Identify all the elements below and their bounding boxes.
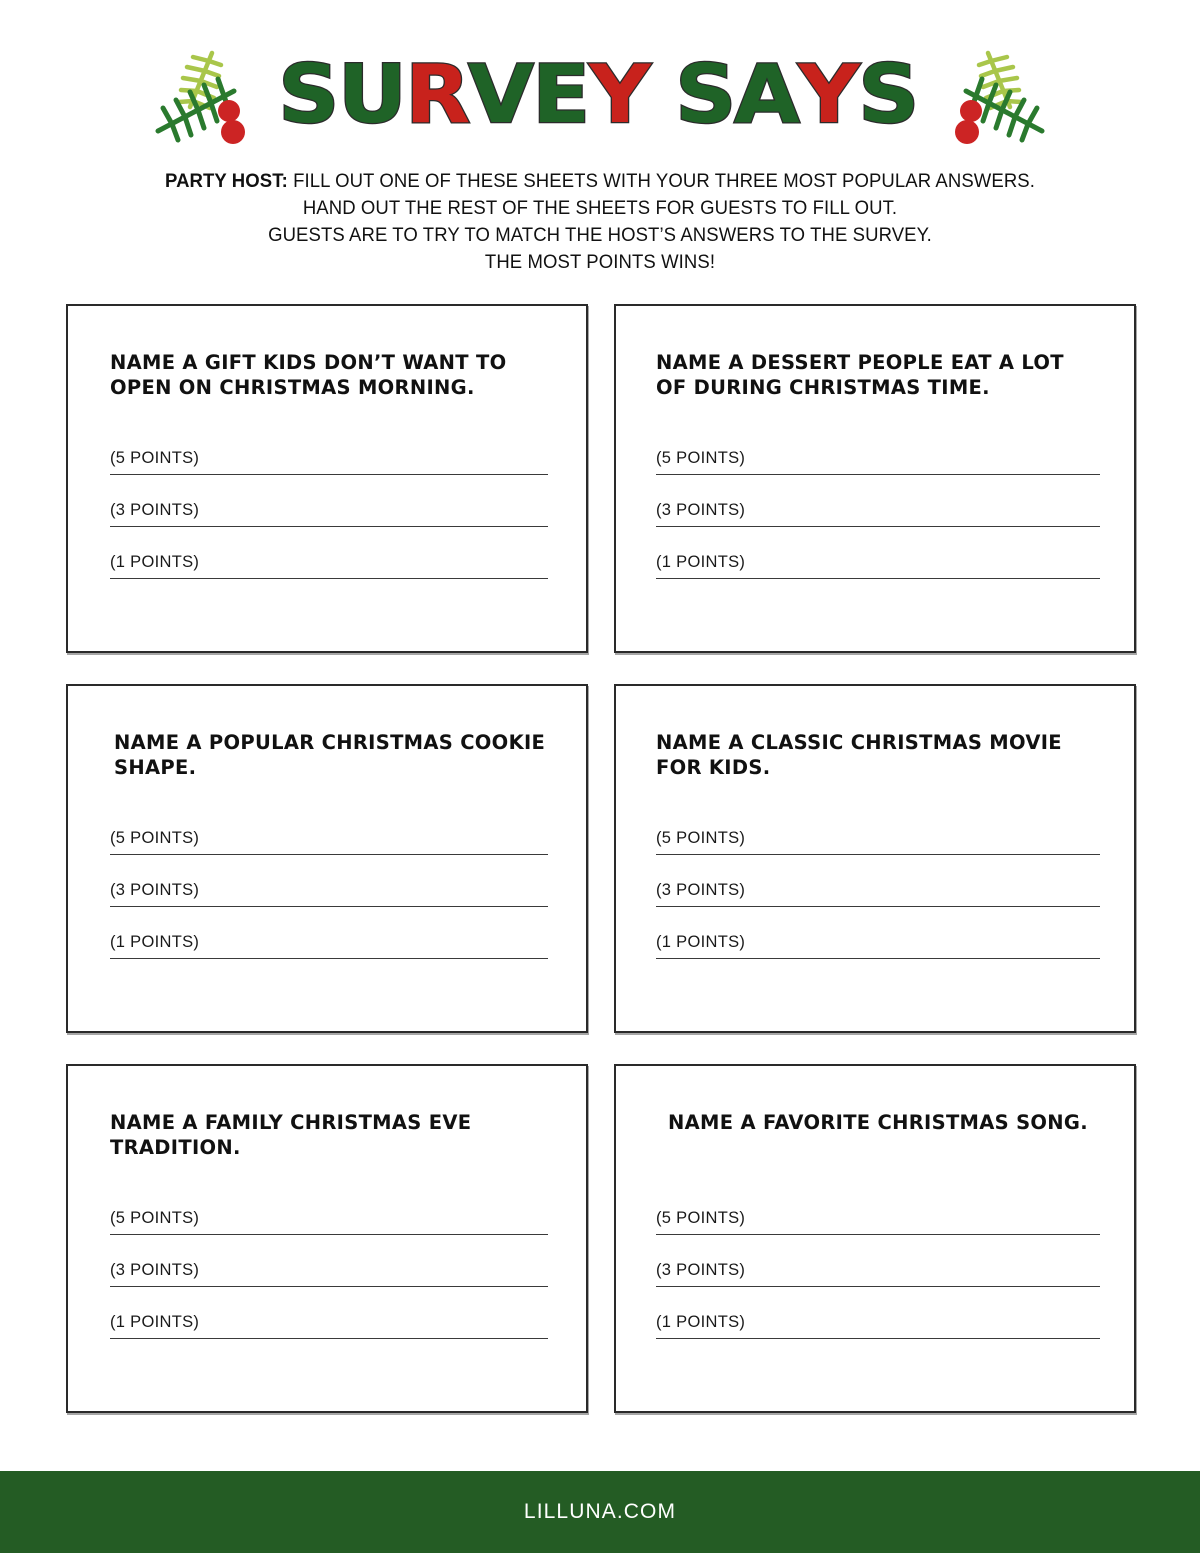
instructions-line-4: THE MOST POINTS WINS! xyxy=(484,251,716,273)
answer-line[interactable] xyxy=(110,1183,548,1235)
answer-line[interactable] xyxy=(656,1183,1100,1235)
title-letter: S xyxy=(278,48,342,141)
points-label: (1 POINTS) xyxy=(110,933,200,951)
points-label: (1 POINTS) xyxy=(656,553,746,571)
survey-card xyxy=(66,684,588,1033)
points-label: (3 POINTS) xyxy=(110,1261,200,1279)
instructions-line-1-rest: FILL OUT ONE OF THESE SHEETS WITH YOUR THREE MOST POPULAR ANSWERS. xyxy=(287,170,1035,192)
points-label: (1 POINTS) xyxy=(110,1313,200,1331)
card-answer-lines xyxy=(110,1183,548,1339)
card-question: NAME A CLASSIC CHRISTMAS MOVIE FOR KIDS. xyxy=(656,731,1062,779)
points-label: (3 POINTS) xyxy=(656,1261,746,1279)
survey-card xyxy=(614,304,1136,653)
points-label: (3 POINTS) xyxy=(110,881,200,899)
page-header xyxy=(0,30,1200,160)
points-label: (5 POINTS) xyxy=(110,1209,200,1227)
pine-sprig-berries-icon-left xyxy=(138,35,258,155)
points-label: (5 POINTS) xyxy=(110,829,200,847)
page-title xyxy=(278,48,922,141)
survey-card xyxy=(66,304,588,653)
card-answer-lines xyxy=(656,1183,1100,1339)
points-label: (1 POINTS) xyxy=(110,553,200,571)
title-letter: V xyxy=(468,48,537,141)
answer-line[interactable] xyxy=(110,527,548,579)
answer-line[interactable] xyxy=(110,855,548,907)
points-label: (1 POINTS) xyxy=(656,933,746,951)
answer-line[interactable] xyxy=(656,527,1100,579)
answer-line[interactable] xyxy=(656,423,1100,475)
card-answer-lines xyxy=(656,423,1100,579)
title-letter: R xyxy=(404,48,473,141)
points-label: (1 POINTS) xyxy=(656,1313,746,1331)
survey-card xyxy=(614,1064,1136,1413)
page-footer xyxy=(0,1471,1200,1553)
points-label: (3 POINTS) xyxy=(656,501,746,519)
title-letter: U xyxy=(337,48,409,141)
survey-card-grid xyxy=(66,304,1136,1413)
answer-line[interactable] xyxy=(110,1235,548,1287)
answer-line[interactable] xyxy=(110,1287,548,1339)
survey-card xyxy=(66,1064,588,1413)
pine-sprig-berries-icon-right xyxy=(942,35,1062,155)
instructions-line-2: HAND OUT THE REST OF THE SHEETS FOR GUESTS TO FILL OUT. xyxy=(302,197,898,219)
card-question: NAME A FAVORITE CHRISTMAS SONG. xyxy=(668,1111,1088,1134)
answer-line[interactable] xyxy=(110,803,548,855)
card-question: NAME A DESSERT PEOPLE EAT A LOT OF DURING CHRISTMAS TIME. xyxy=(656,351,1064,399)
points-label: (3 POINTS) xyxy=(656,881,746,899)
survey-card xyxy=(614,684,1136,1033)
card-answer-lines xyxy=(110,423,548,579)
title-letter: S xyxy=(858,48,922,141)
card-question: NAME A GIFT KIDS DON’T WANT TO OPEN ON CHRISTMAS MORNING. xyxy=(110,351,507,399)
answer-line[interactable] xyxy=(656,907,1100,959)
points-label: (5 POINTS) xyxy=(110,449,200,467)
answer-line[interactable] xyxy=(110,423,548,475)
answer-line[interactable] xyxy=(110,475,548,527)
answer-line[interactable] xyxy=(110,907,548,959)
points-label: (5 POINTS) xyxy=(656,449,746,467)
instructions-line-1 xyxy=(30,168,1170,195)
answer-line[interactable] xyxy=(656,1235,1100,1287)
card-question: NAME A POPULAR CHRISTMAS COOKIE SHAPE. xyxy=(114,731,546,779)
title-letter: Y xyxy=(589,48,653,141)
answer-line[interactable] xyxy=(656,803,1100,855)
card-answer-lines xyxy=(110,803,548,959)
answer-line[interactable] xyxy=(656,1287,1100,1339)
points-label: (3 POINTS) xyxy=(110,501,200,519)
card-question: NAME A FAMILY CHRISTMAS EVE TRADITION. xyxy=(110,1111,472,1159)
party-host-label: PARTY HOST: xyxy=(164,170,288,192)
title-letter: A xyxy=(734,48,803,141)
title-letter: E xyxy=(532,48,593,141)
instructions-block xyxy=(30,168,1170,276)
instructions-line-3: GUESTS ARE TO TRY TO MATCH THE HOST’S ANSWERS TO THE SURVEY. xyxy=(268,224,932,246)
card-answer-lines xyxy=(656,803,1100,959)
answer-line[interactable] xyxy=(656,475,1100,527)
title-letter: S xyxy=(675,48,739,141)
points-label: (5 POINTS) xyxy=(656,829,746,847)
footer-site-url[interactable]: LILLUNA.COM xyxy=(523,1500,677,1523)
points-label: (5 POINTS) xyxy=(656,1209,746,1227)
answer-line[interactable] xyxy=(656,855,1100,907)
title-letter: Y xyxy=(798,48,863,141)
